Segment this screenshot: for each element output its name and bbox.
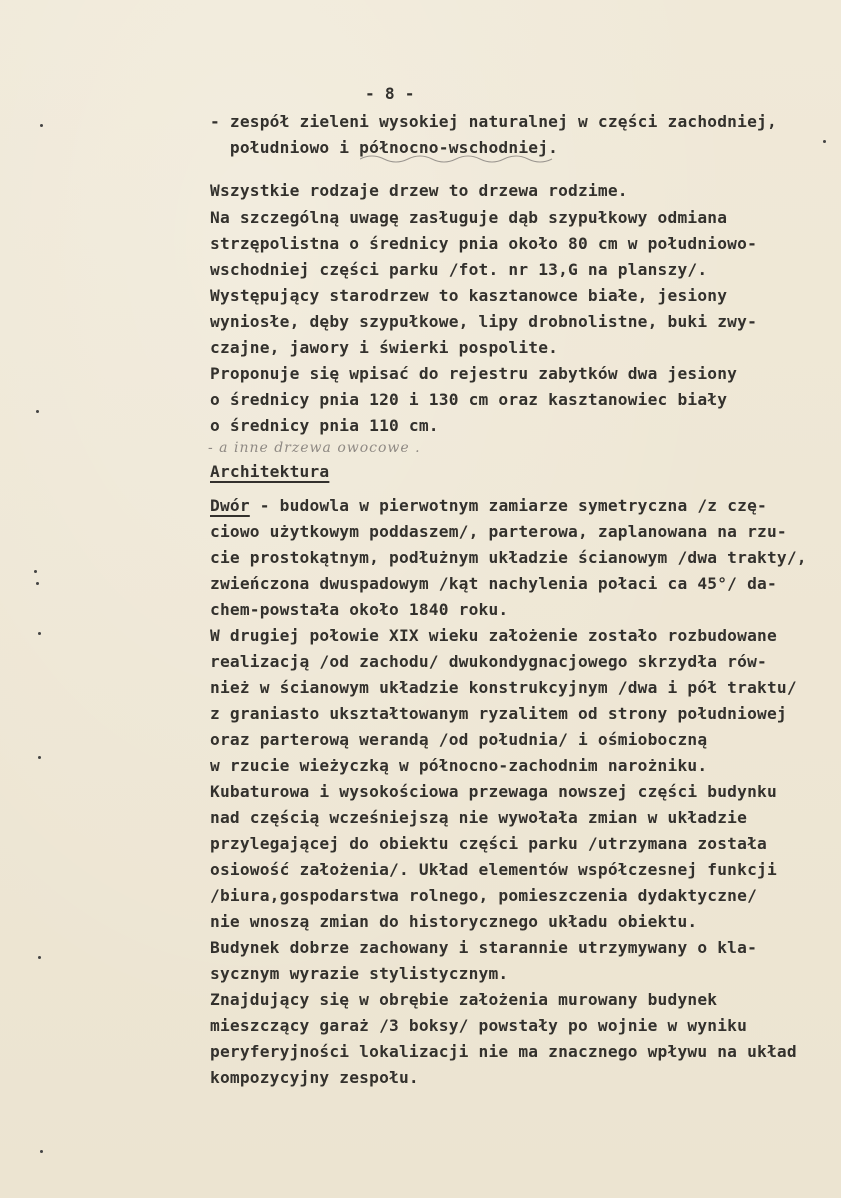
text-line: zwieńczona dwuspadowym /kąt nachylenia połaci ca 45°/ da- (210, 574, 777, 593)
text-line: sycznym wyrazie stylistycznym. (210, 964, 509, 983)
text-line: cie prostokątnym, podłużnym układzie ścianowym /dwa trakty/, (210, 548, 807, 567)
text-line: Kubaturowa i wysokościowa przewaga nowszej części budynku (210, 782, 777, 801)
text-line: nież w ścianowym układzie konstrukcyjnym /dwa i pół traktu/ (210, 678, 797, 697)
text-line: Znajdujący się w obrębie założenia murowany budynek (210, 990, 718, 1009)
text-line: chem-powstała około 1840 roku. (210, 600, 509, 619)
text-line: nad częścią wcześniejszą nie wywołała zmian w układzie (210, 808, 748, 827)
text-line (210, 498, 767, 514)
text-line: Na szczególną uwagę zasługuje dąb szypułkowy odmiana (210, 208, 728, 227)
text-line: wyniosłe, dęby szypułkowe, lipy drobnolistne, buki zwy- (210, 312, 758, 331)
text-line: w rzucie wieżyczką w północno-zachodnim narożniku. (210, 756, 708, 775)
margin-speck (34, 570, 37, 573)
text-line: Występujący starodrzew to kasztanowce białe, jesiony (210, 286, 728, 305)
text-line: realizacją /od zachodu/ dwukondygnacjowego skrzydła rów- (210, 652, 767, 671)
dwor-label: Dwór (210, 496, 250, 515)
margin-speck (38, 632, 41, 635)
margin-speck (36, 410, 39, 413)
text-line: czajne, jawory i świerki pospolite. (210, 338, 559, 357)
text-line: południowo i północno-wschodniej. (210, 138, 559, 157)
margin-speck (40, 1150, 43, 1153)
text-line: mieszczący garaż /3 boksy/ powstały po wojnie w wyniku (210, 1016, 748, 1035)
text-line: Wszystkie rodzaje drzew to drzewa rodzime. (210, 181, 628, 200)
page-number: - 8 - (365, 84, 415, 103)
text-line: o średnicy pnia 110 cm. (210, 416, 439, 435)
margin-speck (38, 756, 41, 759)
text-line: przylegającej do obiektu części parku /utrzymana została (210, 834, 767, 853)
text-line: Budynek dobrze zachowany i starannie utrzymywany o kla- (210, 938, 758, 957)
text-line: z graniasto ukształtowanym ryzalitem od strony południowej (210, 704, 787, 723)
text-line: peryferyjności lokalizacji nie ma znacznego wpływu na układ (210, 1042, 797, 1061)
text-line: strzępolistna o średnicy pnia około 80 cm w południowo- (210, 234, 758, 253)
text-line: Proponuje się wpisać do rejestru zabytków dwa jesiony (210, 364, 738, 383)
margin-speck (40, 124, 43, 127)
text-line: nie wnoszą zmian do historycznego układu obiektu. (210, 912, 698, 931)
handwritten-note: - a inne drzewa owocowe . (208, 440, 421, 456)
text-line: oraz parterową werandą /od południa/ i ośmioboczną (210, 730, 708, 749)
text-line: osiowość założenia/. Układ elementów współczesnej funkcji (210, 860, 777, 879)
pencil-squiggle-mark (360, 153, 560, 165)
text-line: wschodniej części parku /fot. nr 13,G na planszy/. (210, 260, 708, 279)
text-line: kompozycyjny zespołu. (210, 1068, 419, 1087)
section-heading: Architektura (210, 462, 330, 481)
text-line-rest: - budowla w pierwotnym zamiarze symetryczna /z czę- (249, 496, 767, 515)
margin-speck (36, 582, 39, 585)
text-line: - zespół zieleni wysokiej naturalnej w części zachodniej, (210, 112, 777, 131)
text-line: /biura,gospodarstwa rolnego, pomieszczenia dydaktyczne/ (210, 886, 758, 905)
margin-speck (38, 956, 41, 959)
text-line: ciowo użytkowym poddaszem/, parterowa, zaplanowana na rzu- (210, 522, 787, 541)
margin-speck (823, 140, 826, 143)
text-line: o średnicy pnia 120 i 130 cm oraz kasztanowiec biały (210, 390, 728, 409)
text-line: W drugiej połowie XIX wieku założenie zostało rozbudowane (210, 626, 777, 645)
